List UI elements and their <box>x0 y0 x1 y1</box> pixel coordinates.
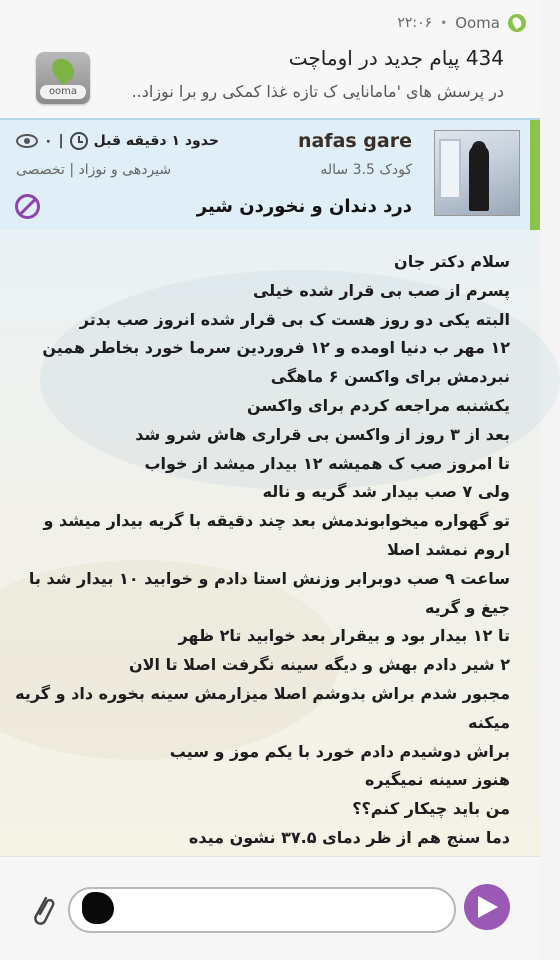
message-line: البته یکی دو روز هست ک بی قرار شده انروز صب بدتر <box>79 309 510 329</box>
message-content <box>0 230 540 856</box>
message-line: مجبور شدم براش بدوشم اصلا میزارمش سینه بخوره داد و گریه میکنه <box>15 683 510 732</box>
question-meta <box>16 132 219 150</box>
avatar-window <box>439 139 461 199</box>
paperclip-icon[interactable] <box>28 890 56 930</box>
message-line: بعد از ۳ روز از واکسن بی قراری هاش شرو شد <box>135 424 510 444</box>
redacted-emoji-icon <box>82 892 114 924</box>
ooma-logo-icon <box>36 52 90 104</box>
compose-bar <box>0 856 540 960</box>
paperclip-glyph <box>28 890 56 930</box>
message-line: من باید چیکار کنم؟؟ <box>352 799 510 819</box>
leaf-icon <box>48 54 79 85</box>
block-icon[interactable] <box>15 194 40 219</box>
question-category: شیردهی و نوزاد | تخصصی <box>16 162 172 178</box>
message-line: هنوز سینه نمیگیره <box>364 770 510 790</box>
notification-header <box>397 12 526 34</box>
message-line: ساعت ۹ صب دوبرابر وزنش استا دادم و خوابید ۱۰ بیدار شد با جیغ و گریه <box>28 568 510 617</box>
user-name[interactable]: nafas gare <box>297 130 412 152</box>
question-card[interactable] <box>0 118 540 230</box>
notification-app-name: Ooma <box>455 14 500 32</box>
view-count: ۰ <box>44 133 53 149</box>
dot-separator: • <box>440 16 448 30</box>
send-button[interactable] <box>464 884 510 930</box>
clock-icon <box>70 132 88 150</box>
message-line: دما سنج هم از ظر دمای ۳۷.۵ نشون میده <box>188 827 510 847</box>
message-line: ولی ۷ صب بیدار شد گریه و ناله <box>262 482 510 502</box>
avatar-figure <box>469 145 489 211</box>
card-accent-bar <box>530 120 540 230</box>
message-input[interactable] <box>68 887 456 933</box>
notification-time: ۲۲:۰۶ <box>397 15 433 31</box>
time-ago: حدود ۱ دقیقه قبل <box>93 133 219 149</box>
message-line: تو گهواره میخوابوندمش بعد چند دقیقه با گریه بیدار میشد و اروم نمشد اصلا <box>43 511 510 559</box>
ooma-app-icon <box>508 14 526 32</box>
message-line: سلام دکتر جان <box>394 252 510 271</box>
notification-title: 434 پیام جدید در اوماچت <box>288 46 504 70</box>
notification-banner[interactable] <box>0 0 540 118</box>
message-line: ۱۲ مهر ب دنیا اومده و ۱۲ فروردین سرما خورد بخاطر همین نبردمش برای واکسن ۶ ماهگی <box>42 338 510 387</box>
message-line: تا ۱۲ بیدار بود و بیقرار بعد خوابید تا۲ ظهر <box>178 626 510 646</box>
message-text <box>0 230 540 882</box>
message-line: تا امروز صب ک همیشه ۱۲ بیدار میشد از خواب <box>144 453 510 473</box>
child-age: کودک 3.5 ساله <box>320 162 412 178</box>
logo-label: ooma <box>40 85 86 99</box>
avatar[interactable] <box>434 130 520 216</box>
message-line: پسرم از صب بی قرار شده خیلی <box>252 280 510 300</box>
message-line: ۲ شیر دادم بهش و دیگه سینه نگرفت اصلا تا الان <box>128 655 510 675</box>
notification-body: در پرسش های 'مامانایی ک تازه غذا کمکی رو برا نوزاد.. <box>131 82 504 101</box>
message-line: یکشنبه مراجعه کردم برای واکسن <box>247 395 510 415</box>
meta-separator: | <box>58 133 64 149</box>
question-title: درد دندان و نخوردن شیر <box>196 196 412 217</box>
eye-icon <box>16 134 38 148</box>
message-line: براش دوشیدم دادم خورد با یکم موز و سیب <box>169 741 510 761</box>
